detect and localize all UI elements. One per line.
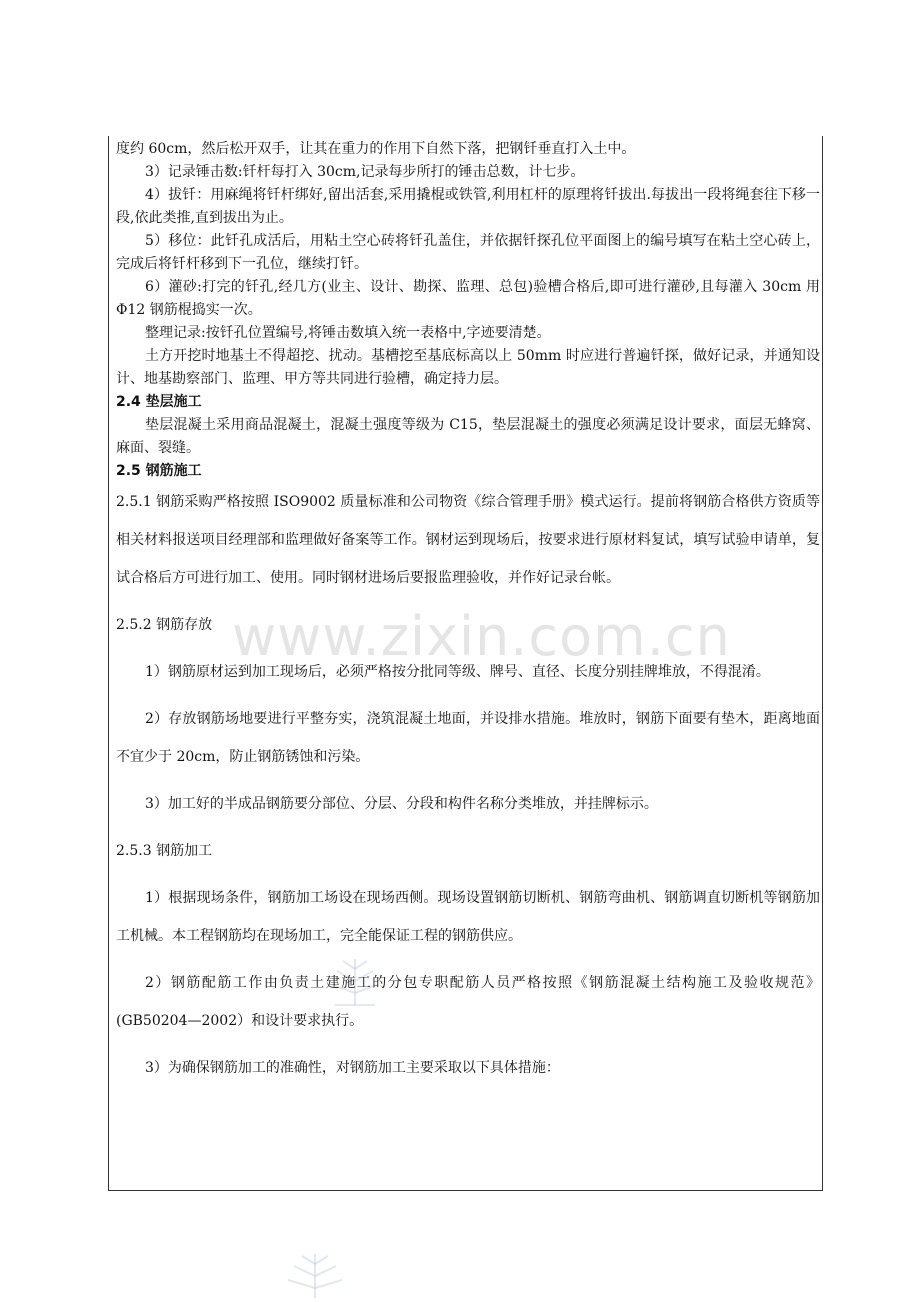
heading-2-5-2: 2.5.2 钢筋存放 xyxy=(116,617,213,633)
heading-2-5: 2.5 钢筋施工 xyxy=(116,463,202,479)
watermark-text: www.zixin.com.cn xyxy=(232,605,731,668)
watermark-logo-icon-bottom xyxy=(280,1250,350,1302)
paragraph-record-hammer: 3）记录锤击数:钎杆每打入 30cm,记录每步所打的锤击总数，计七步。 xyxy=(145,164,585,180)
paragraph-cushion-concrete: 垫层混凝土采用商品混凝土，混凝土强度等级为 C15，垫层混凝土的强度必须满足设计要求，面层无蜂窝、麻面、裂缝。 xyxy=(116,417,820,456)
paragraph-processing-2: 2）钢筋配筋工作由负责土建施工的分包专职配筋人员严格按照《钢筋混凝土结构施工及验收规范》(GB50204—2002）和设计要求执行。 xyxy=(116,975,820,1029)
heading-2-5-3: 2.5.3 钢筋加工 xyxy=(116,843,213,859)
paragraph-excavation-note: 土方开挖时地基土不得超挖、扰动。基槽挖至基底标高以上 50mm 时应进行普遍钎探，做好记录，并通知设计、地基勘察部门、监理、甲方等共同进行验槽，确定持力层。 xyxy=(116,348,820,387)
paragraph-fill-sand: 6）灌砂:打完的钎孔,经几方(业主、设计、勘探、监理、总包)验槽合格后,即可进行灌砂,且每灌入 30cm 用Φ12 钢筋棍捣实一次。 xyxy=(116,279,820,318)
paragraph-move-position: 5）移位：此钎孔成活后，用粘土空心砖将钎孔盖住，并依据钎探孔位平面图上的编号填写在粘土空心砖上，完成后将钎杆移到下一孔位，继续打钎。 xyxy=(116,233,820,272)
paragraph-processing-3: 3）为确保钢筋加工的准确性，对钢筋加工主要采取以下具体措施： xyxy=(145,1060,560,1076)
paragraph-storage-3: 3）加工好的半成品钢筋要分部位、分层、分段和构件名称分类堆放，并挂牌标示。 xyxy=(145,796,658,812)
heading-2-4: 2.4 垫层施工 xyxy=(116,394,202,410)
document-body xyxy=(116,138,820,1087)
paragraph-organize-records: 整理记录:按钎孔位置编号,将锤击数填入统一表格中,字迹要清楚。 xyxy=(145,325,551,341)
rebar-section xyxy=(116,483,820,1087)
paragraph-storage-2: 2）存放钢筋场地要进行平整夯实，浇筑混凝土地面，并设排水措施。堆放时，钢筋下面要有垫木，距离地面不宜少于 20cm，防止钢筋锈蚀和污染。 xyxy=(116,711,820,765)
paragraph-ram-drop: 度约 60cm，然后松开双手，让其在重力的作用下自然下落，把钢钎垂直打入土中。 xyxy=(116,141,636,157)
paragraph-2-5-1: 2.5.1 钢筋采购严格按照 ISO9002 质量标准和公司物资《综合管理手册》模式运行。提前将钢筋合格供方资质等相关材料报送项目经理部和监理做好备案等工作。钢材运到现场后，按要求进行原材料复试，填写试验申请单，复试合格后方可进行加工、使用。同时钢材进场后要报监理验收，并作好记录台帐。 xyxy=(116,494,820,586)
paragraph-processing-1: 1）根据现场条件，钢筋加工场设在现场西侧。现场设置钢筋切断机、钢筋弯曲机、钢筋调直切断机等钢筋加工机械。本工程钢筋均在现场加工，完全能保证工程的钢筋供应。 xyxy=(116,890,820,944)
paragraph-storage-1: 1）钢筋原材运到加工现场后，必须严格按分批同等级、牌号、直径、长度分别挂牌堆放，不得混淆。 xyxy=(145,664,770,680)
paragraph-pull-rod: 4）拔钎：用麻绳将钎杆绑好,留出活套,采用撬棍或铁管,利用杠杆的原理将钎拔出.每拔出一段将绳套往下移一段,依此类推,直到拔出为止。 xyxy=(116,187,820,226)
